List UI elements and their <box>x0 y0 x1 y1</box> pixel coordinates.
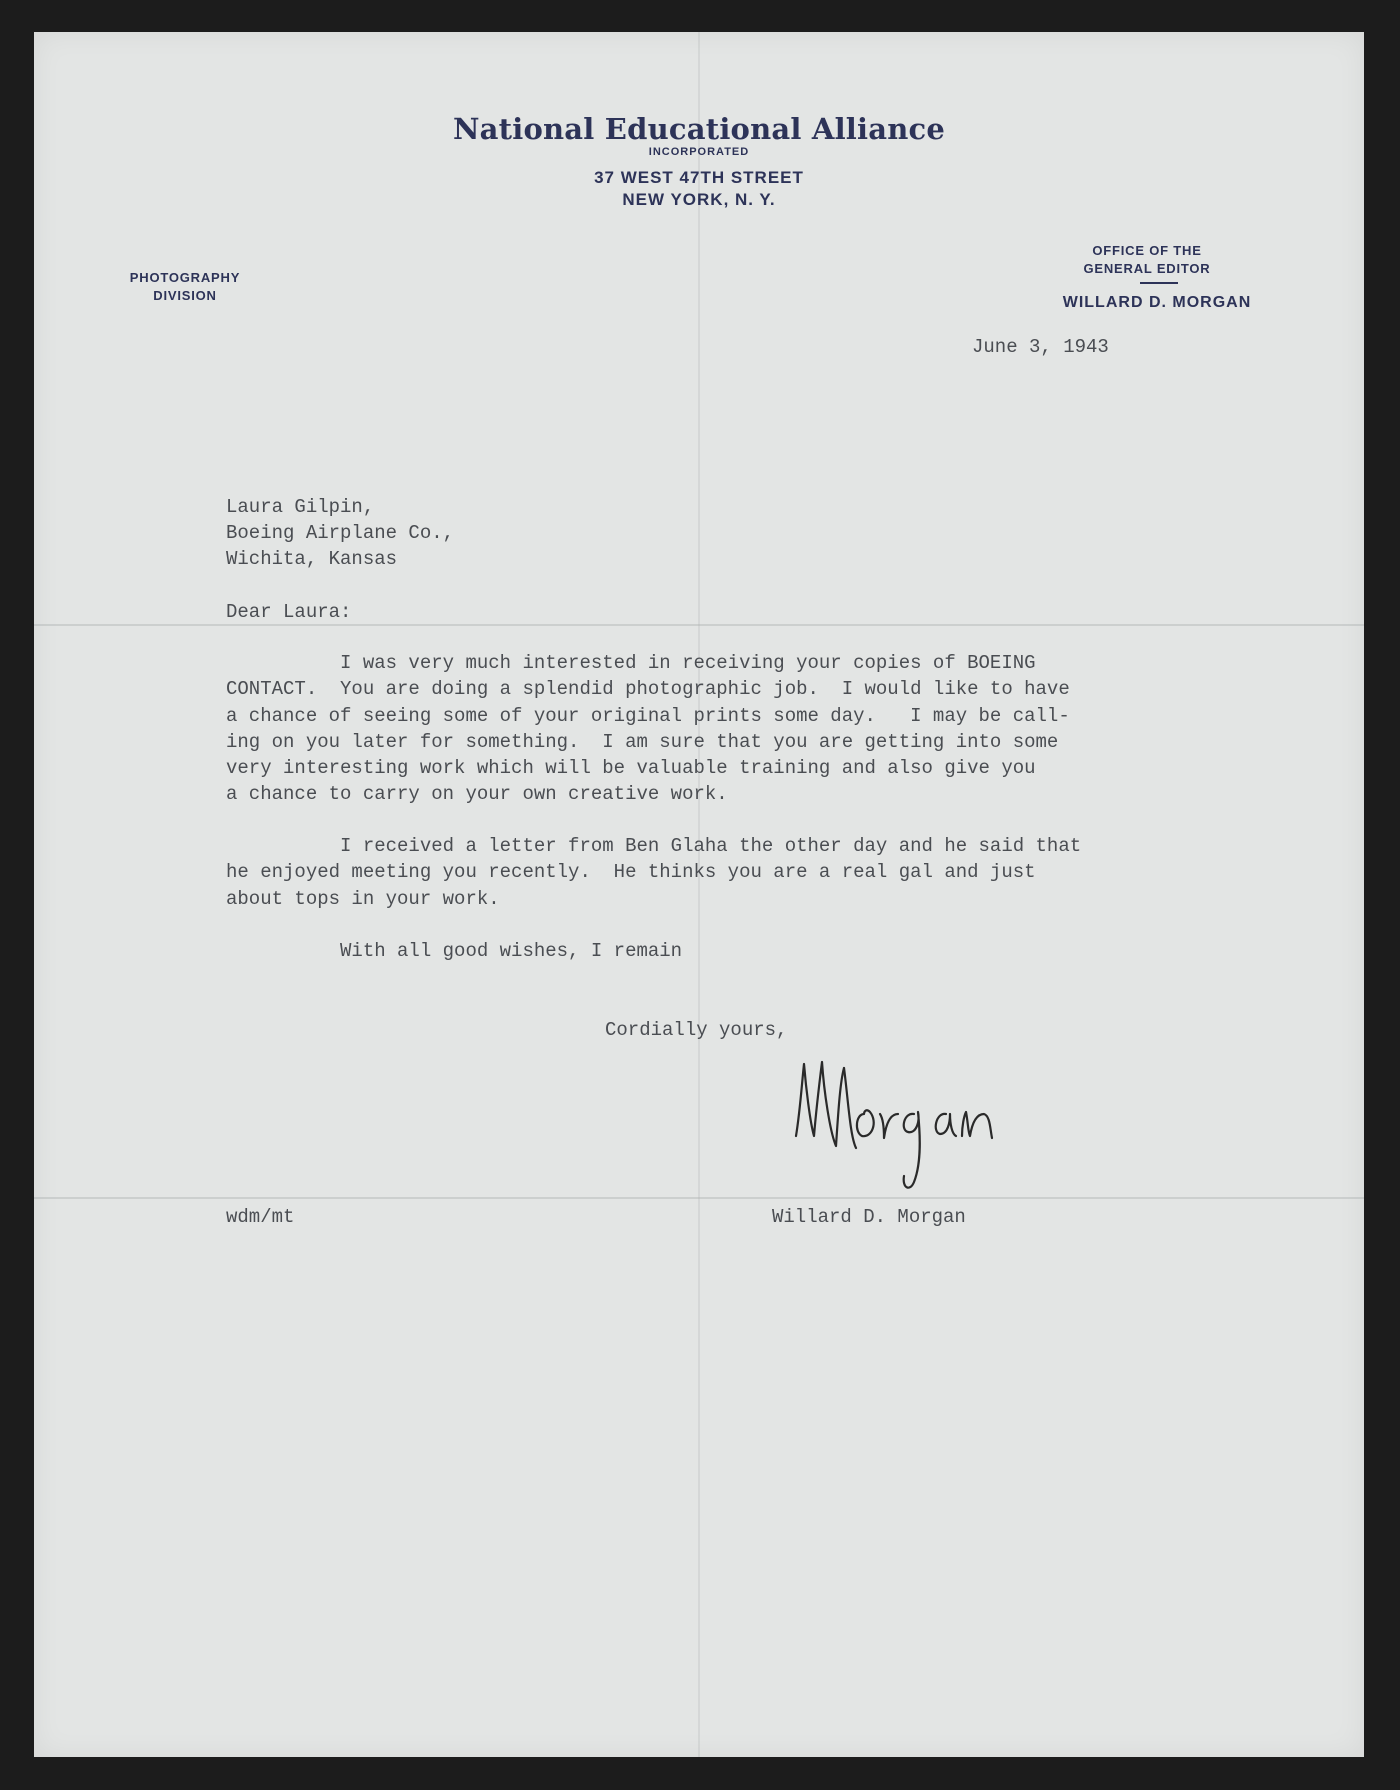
typist-initials: wdm/mt <box>226 1206 295 1228</box>
division-line-2: DIVISION <box>153 288 217 303</box>
letterhead-street: 37 WEST 47TH STREET <box>594 168 804 187</box>
address-line-3: Wichita, Kansas <box>226 548 398 570</box>
letterhead-organization: National Educational Alliance <box>452 112 946 146</box>
typed-signature-name: Willard D. Morgan <box>772 1206 966 1228</box>
office-line-1: OFFICE OF THE <box>1092 243 1202 258</box>
body-paragraph-3: With all good wishes, I remain <box>226 940 683 962</box>
letterhead-rule <box>1140 282 1178 284</box>
body-paragraph-1: I was very much interested in receiving your copies of BOEING CONTACT. You are doing a splendid photographic job. I would like to have a chance of seeing some of your original prints some day. I may be call- ing on you later for something. I am sure that you are getting into some very interesting work which will be valuable training and also give you a chance to carry on your own creative work. <box>226 652 1070 806</box>
body-paragraph-2: I received a letter from Ben Glaha the other day and he said that he enjoyed meeting you recently. He thinks you are a real gal and just about tops in your work. <box>226 835 1082 910</box>
salutation: Dear Laura: <box>226 601 352 623</box>
letterhead-city: NEW YORK, N. Y. <box>622 190 776 209</box>
closing: Cordially yours, <box>605 1019 788 1041</box>
office-line-2: GENERAL EDITOR <box>1083 261 1211 276</box>
letter-date: June 3, 1943 <box>972 336 1109 358</box>
address-line-1: Laura Gilpin, <box>226 496 375 518</box>
letterhead-editor: WILLARD D. MORGAN <box>1062 294 1252 311</box>
letter-page <box>34 32 1364 1757</box>
address-line-2: Boeing Airplane Co., <box>226 522 455 544</box>
letterhead-division <box>100 269 270 305</box>
handwritten-signature <box>786 1052 1046 1202</box>
letterhead-incorporated: INCORPORATED <box>648 146 750 158</box>
letterhead-office <box>1057 242 1237 278</box>
division-line-1: PHOTOGRAPHY <box>129 270 241 285</box>
